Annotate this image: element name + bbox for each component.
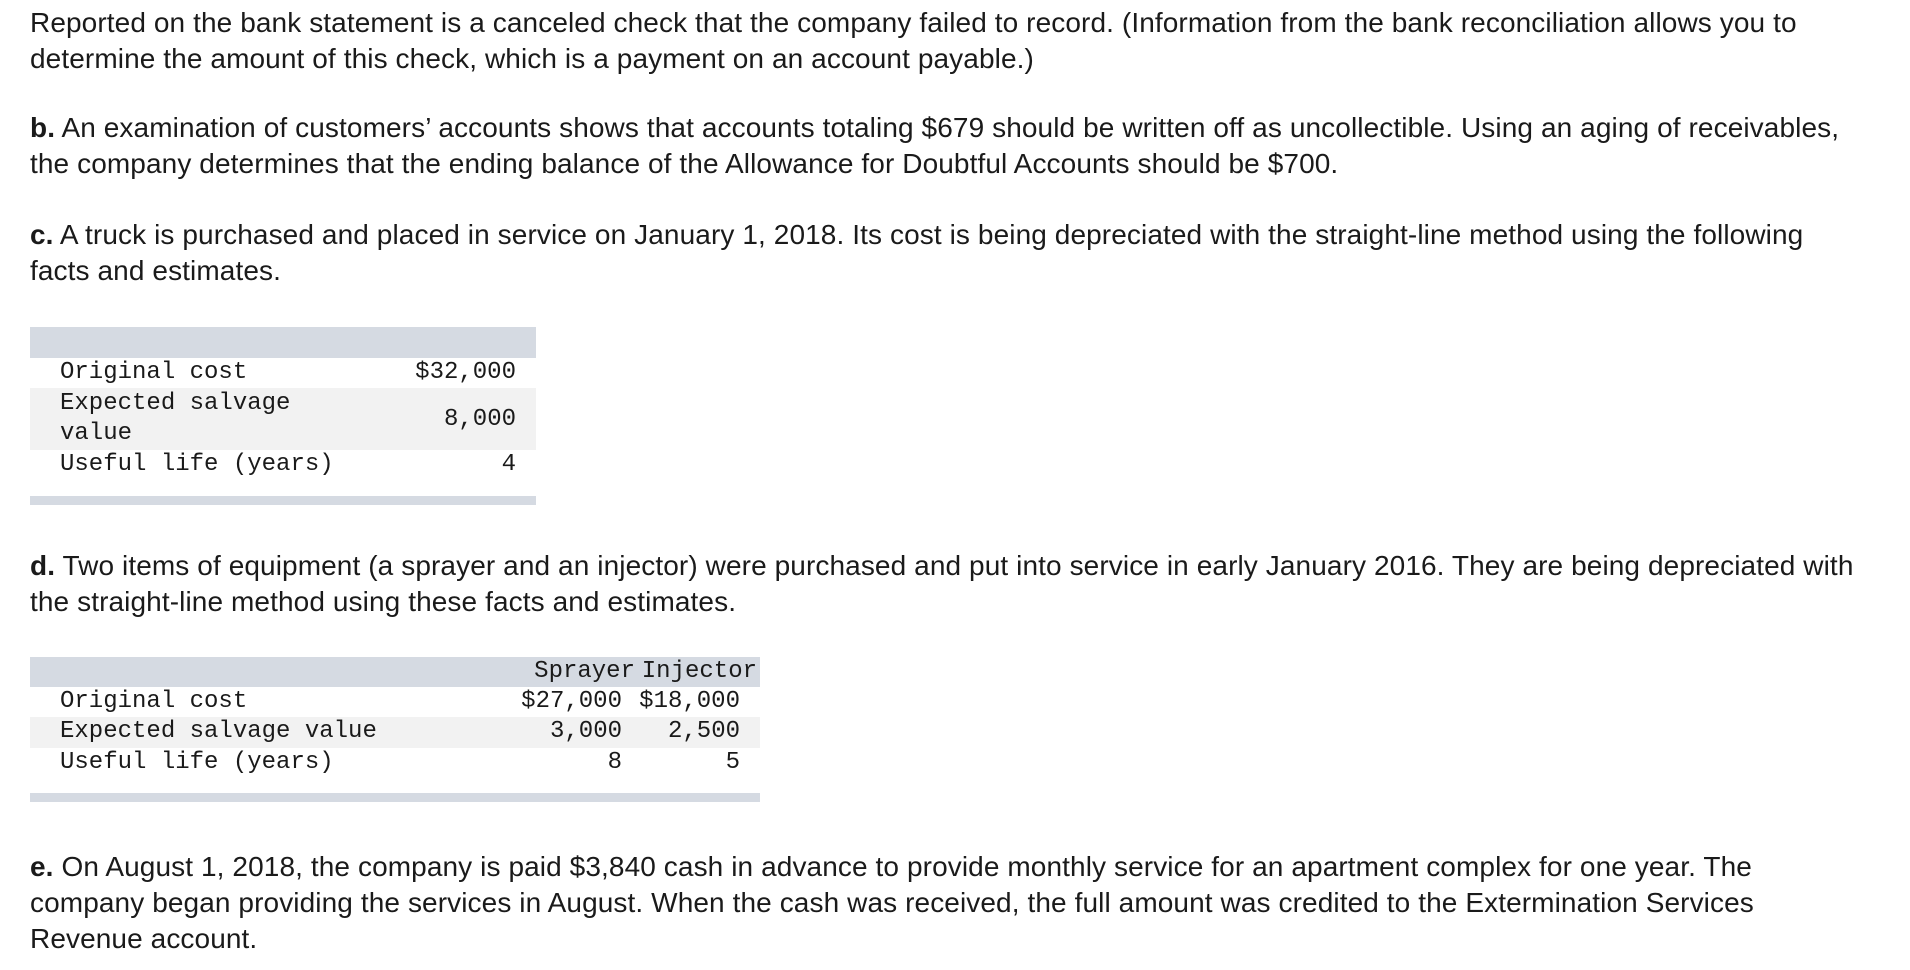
row-label: Expected salvage value [60, 390, 291, 447]
row-label: Useful life (years) [60, 451, 334, 478]
paragraph-d-label: d. [30, 550, 56, 581]
column-header-injector: Injector [641, 658, 757, 685]
injector-value: 2,500 [667, 718, 740, 745]
sprayer-value: 3,000 [549, 718, 622, 745]
injector-value: $18,000 [639, 688, 740, 715]
paragraph-d [30, 548, 1870, 620]
paragraph-d-text: Two items of equipment (a sprayer and an injector) were purchased and put into service in early January 2016. They are being depreciated with the straight-line method using these facts and estimates. [30, 550, 1854, 617]
table-header-bar [30, 657, 760, 687]
paragraph-b [30, 110, 1870, 182]
row-label: Expected salvage value [60, 718, 377, 745]
table-row [30, 717, 760, 748]
row-value: $32,000 [415, 359, 516, 386]
row-value: 8,000 [443, 406, 516, 433]
truck-facts-table [30, 327, 536, 505]
paragraph-e-text: On August 1, 2018, the company is paid $3,840 cash in advance to provide monthly service for an apartment complex for one year. The company began providing the services in August. When the cash was received, the full amount was credited to the Extermination Services Revenue account. [30, 851, 1754, 954]
paragraph-b-label: b. [30, 112, 56, 143]
table-row [30, 748, 760, 778]
row-label: Useful life (years) [60, 749, 334, 776]
table-footer-bar [30, 496, 536, 505]
injector-value: 5 [725, 749, 740, 776]
paragraph-c-label: c. [30, 219, 54, 250]
table-row [30, 358, 536, 388]
row-value: 4 [501, 451, 516, 478]
table-header-bar [30, 327, 536, 358]
paragraph-e [30, 849, 1870, 957]
equipment-facts-table [30, 657, 760, 803]
table-footer-bar [30, 793, 760, 802]
paragraph-intro-text: Reported on the bank statement is a canceled check that the company failed to record. (Information from the bank reconciliation allows you to determine the amount of this check, which is a payment on an account payable.) [30, 7, 1797, 74]
paragraph-b-text: An examination of customers’ accounts shows that accounts totaling $679 should be written off as uncollectible. Using an aging of receivables, the company determines that the ending balance of the Allowance for Doubtful Accounts should be $700. [30, 112, 1840, 179]
sprayer-value: $27,000 [521, 688, 622, 715]
paragraph-c-text: A truck is purchased and placed in service on January 1, 2018. Its cost is being depreciated with the straight-line method using the following facts and estimates. [30, 219, 1804, 286]
paragraph-intro [30, 5, 1870, 77]
table-row [30, 388, 536, 450]
sprayer-value: 8 [607, 749, 622, 776]
row-label: Original cost [60, 688, 248, 715]
row-label: Original cost [60, 359, 248, 386]
column-header-sprayer: Sprayer [534, 658, 635, 685]
table-row [30, 450, 536, 480]
table-row [30, 687, 760, 717]
paragraph-e-label: e. [30, 851, 54, 882]
paragraph-c [30, 217, 1870, 289]
